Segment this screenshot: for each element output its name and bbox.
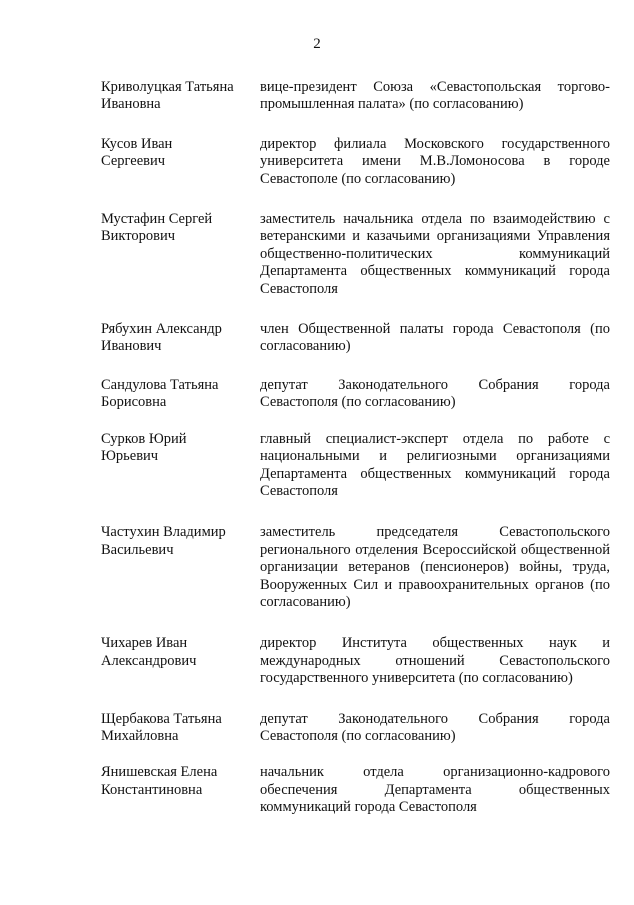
member-entry (101, 764, 610, 816)
member-name (101, 764, 256, 816)
member-entry (101, 711, 610, 746)
member-patronymic: Иванович (101, 338, 162, 355)
member-name (101, 136, 256, 188)
member-surname-given: Мустафин Сергей (101, 211, 213, 228)
member-entry (101, 377, 610, 412)
member-patronymic: Сергеевич (101, 153, 166, 170)
member-surname-given: Сандулова Татьяна (101, 376, 219, 393)
member-entry (101, 321, 610, 356)
member-position: вице-президент Союза «Севастопольская торгово-промышленная палата» (по согласованию) (260, 79, 610, 113)
member-name (101, 377, 256, 412)
member-position: депутат Законодательного Собрания города Севастополя (по согласованию) (260, 710, 610, 744)
member-position: главный специалист-эксперт отдела по работе с национальными и религиозными организациями Департамента общественных коммуникаций города Севастополя (260, 430, 610, 499)
member-name (101, 321, 256, 356)
member-position: член Общественной палаты города Севастополя (по согласованию) (260, 321, 610, 355)
member-surname-given: Рябухин Александр (101, 321, 222, 338)
member-position: заместитель председателя Севастопольского регионального отделения Всероссийской общественной организации ветеранов (пенсионеров) войны, труда, Вооруженных Сил и правоохранительных органов (по согласованию) (260, 524, 610, 610)
member-name (101, 711, 256, 746)
member-name (101, 635, 256, 687)
member-position: заместитель начальника отдела по взаимодействию с ветеранскими и казачьими организациями Управления общественно-политических коммуникаций Департамента общественных коммуникаций города Севастополя (260, 211, 610, 297)
member-name (101, 524, 256, 611)
member-entry (101, 635, 610, 687)
member-patronymic: Михайловна (101, 727, 179, 744)
member-entry (101, 524, 610, 611)
member-surname-given: Частухин Владимир (101, 524, 226, 541)
member-patronymic: Викторович (101, 228, 176, 245)
member-surname-given: Сурков Юрий (101, 430, 187, 447)
member-surname-given: Янишевская Елена (101, 764, 218, 781)
member-patronymic: Ивановна (101, 96, 161, 113)
member-surname-given: Криволуцкая Татьяна (101, 79, 234, 95)
member-position: начальник отдела организационно-кадрового обеспечения Департамента общественных коммуникаций города Севастополя (260, 764, 610, 816)
member-position: директор Института общественных наук и международных отношений Севастопольского государственного университета (по согласованию) (260, 635, 610, 687)
member-patronymic: Юрьевич (101, 448, 159, 465)
member-entry (101, 211, 610, 298)
member-position: директор филиала Московского государственного университета имени М.В.Ломоносова в городе Севастополе (по согласованию) (260, 135, 610, 187)
member-name (101, 431, 256, 501)
page-number: 2 (313, 36, 321, 52)
member-position: депутат Законодательного Собрания города Севастополя (по согласованию) (260, 376, 610, 411)
member-surname-given: Кусов Иван (101, 135, 173, 152)
member-entry (101, 79, 610, 114)
member-patronymic: Васильевич (101, 541, 174, 558)
member-patronymic: Борисовна (101, 394, 167, 411)
member-surname-given: Чихарев Иван (101, 635, 188, 652)
member-surname-given: Щербакова Татьяна (101, 710, 222, 727)
member-list (101, 79, 610, 837)
member-name (101, 79, 256, 114)
member-entry (101, 136, 610, 188)
member-patronymic: Александрович (101, 652, 197, 669)
member-patronymic: Константиновна (101, 781, 203, 798)
member-entry (101, 431, 610, 501)
member-name (101, 211, 256, 298)
